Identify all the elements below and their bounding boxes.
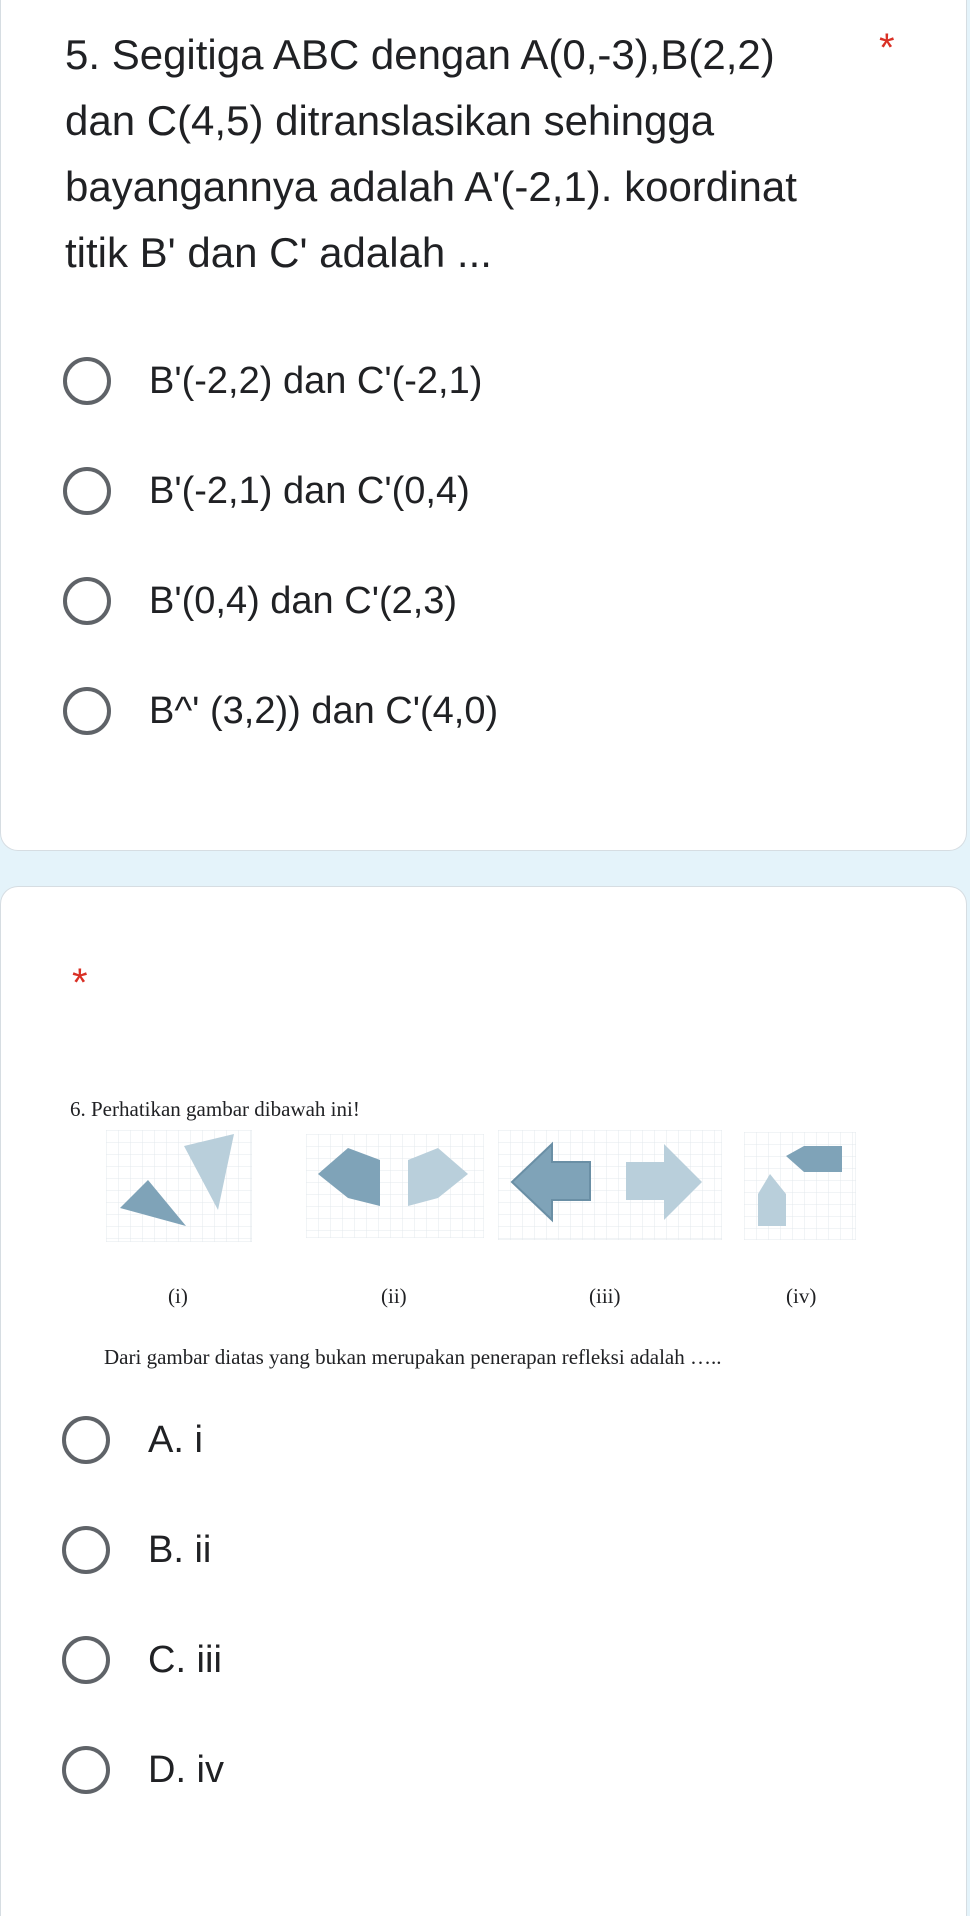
q6-option-c[interactable] [62, 1630, 222, 1690]
required-asterisk: * [879, 26, 895, 70]
option-label: B'(-2,1) dan C'(0,4) [149, 470, 470, 512]
radio-button[interactable] [63, 577, 111, 625]
q6-option-b[interactable] [62, 1520, 211, 1580]
question-5-card [0, 0, 967, 851]
q5-option-3[interactable] [63, 571, 457, 631]
option-label: D. iv [148, 1749, 224, 1791]
question-5-title: 5. Segitiga ABC dengan A(0,-3),B(2,2) dan C(4,5) ditranslasikan sehingga bayangannya adalah A'(-2,1). koordinat titik B' dan C' adalah ... [65, 31, 797, 276]
option-label: A. i [148, 1419, 203, 1461]
option-label: B. ii [148, 1529, 212, 1571]
option-label: B^' (3,2)) dan C'(4,0) [149, 690, 499, 732]
required-asterisk: * [72, 961, 88, 1005]
question-6-subtext: Dari gambar diatas yang bukan merupakan penerapan refleksi adalah ….. [104, 1345, 722, 1369]
radio-button[interactable] [63, 687, 111, 735]
figure-ii-image [306, 1134, 484, 1238]
figure-i-image [106, 1130, 252, 1242]
q5-option-2[interactable] [63, 461, 470, 521]
q5-option-1[interactable] [63, 351, 482, 411]
radio-button[interactable] [62, 1526, 110, 1574]
figure-label-iii: (iii) [589, 1284, 621, 1308]
radio-button[interactable] [63, 357, 111, 405]
q6-option-d[interactable] [62, 1740, 224, 1800]
option-label: C. iii [148, 1639, 222, 1681]
radio-button[interactable] [62, 1746, 110, 1794]
figure-label-i: (i) [168, 1284, 188, 1308]
figure-label-iv: (iv) [786, 1284, 817, 1308]
q5-option-4[interactable] [63, 681, 498, 741]
q6-option-a[interactable] [62, 1410, 203, 1470]
question-6-heading: 6. Perhatikan gambar dibawah ini! [70, 1097, 360, 1121]
option-label: B'(0,4) dan C'(2,3) [149, 580, 458, 622]
figure-iii-image [498, 1130, 722, 1240]
radio-button[interactable] [62, 1416, 110, 1464]
radio-button[interactable] [63, 467, 111, 515]
radio-button[interactable] [62, 1636, 110, 1684]
figure-iv-image [744, 1132, 856, 1240]
figure-label-ii: (ii) [381, 1284, 407, 1308]
option-label: B'(-2,2) dan C'(-2,1) [149, 360, 483, 402]
